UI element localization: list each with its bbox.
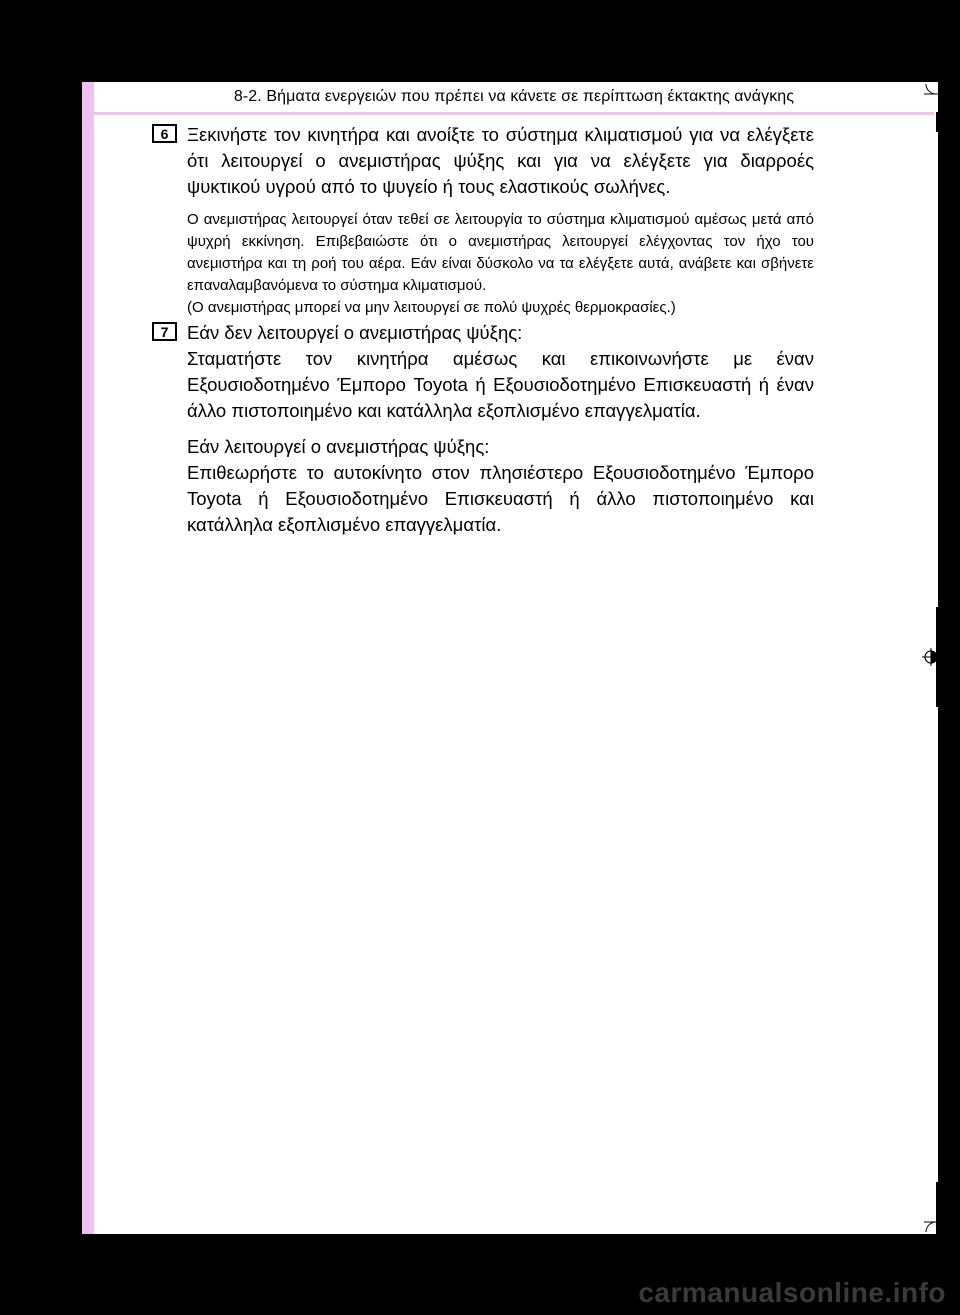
step-7-case1-text: Σταματήστε τον κινητήρα αμέσως και επικοινωνήστε με έναν Εξουσιοδοτημένο Έμπορο Toyota ή Εξουσιοδοτημένο Επισκευαστή ή έναν άλλο πιστοποιημένο και κατάλληλα εξοπλισμένο επαγγελματία. [187,348,814,421]
step-7-case2-text: Επιθεωρήστε το αυτοκίνητο στον πλησιέστερο Εξουσιοδοτημένο Έμπορο Toyota ή Εξουσιοδοτημένο Επισκευαστή ή άλλο πιστοποιημένο και κατάλληλα εξοπλισμένο επαγγελματία. [187,462,814,535]
step-6-main-text: Ξεκινήστε τον κινητήρα και ανοίξτε το σύστημα κλιματισμού για να ελέγξετε ότι λειτουργεί ο ανεμιστήρας ψύξης και για να ελέγξετε για διαρροές ψυκτικού υγρού από το ψυγείο ή τους ελαστικούς σωλήνες. [187,124,814,197]
right-edge-line-bottom [936,1182,938,1234]
step-6-number-box: 6 [152,124,177,143]
crop-mark-bottom-right-icon [924,1216,942,1234]
crop-mark-top-right-icon [924,82,942,100]
step-7-number-box: 7 [152,322,177,341]
step-6-note-text: Ο ανεμιστήρας λειτουργεί όταν τεθεί σε λειτουργία το σύστημα κλιματισμού αμέσως μετά από ψυχρή εκκίνηση. Επιβεβαιώστε ότι ο ανεμιστήρας λειτουργεί ελέγχοντας τον ήχο του ανεμιστήρα και τη ροή του αέρα. Εάν είναι δύσκολο να τα ελέγξετε αυτά, ανάβετε και σβήνετε επαναλαμβανόμενα το σύστημα κλιματισμού. [187,211,814,294]
section-header-title: 8-2. Βήματα ενεργειών που πρέπει να κάνετε σε περίπτωση έκτακτης ανάγκης [233,88,795,105]
step-6-content [187,122,814,319]
step-7-case1-title: Εάν δεν λειτουργεί ο ανεμιστήρας ψύξης: [187,322,523,343]
section-header [94,82,934,115]
step-6-note-parenthetical: (Ο ανεμιστήρας μπορεί να μην λειτουργεί σε πολύ ψυχρές θερμοκρασίες.) [187,299,676,316]
manual-page [82,82,938,1234]
step-7-content [187,320,814,538]
watermark-text: carmanualsonline.info [638,1277,946,1308]
right-edge-line-middle [936,607,938,707]
section-side-bar [82,82,94,1234]
step-7-case2-title: Εάν λειτουργεί ο ανεμιστήρας ψύξης: [187,436,490,457]
right-edge-line-top [936,112,938,132]
